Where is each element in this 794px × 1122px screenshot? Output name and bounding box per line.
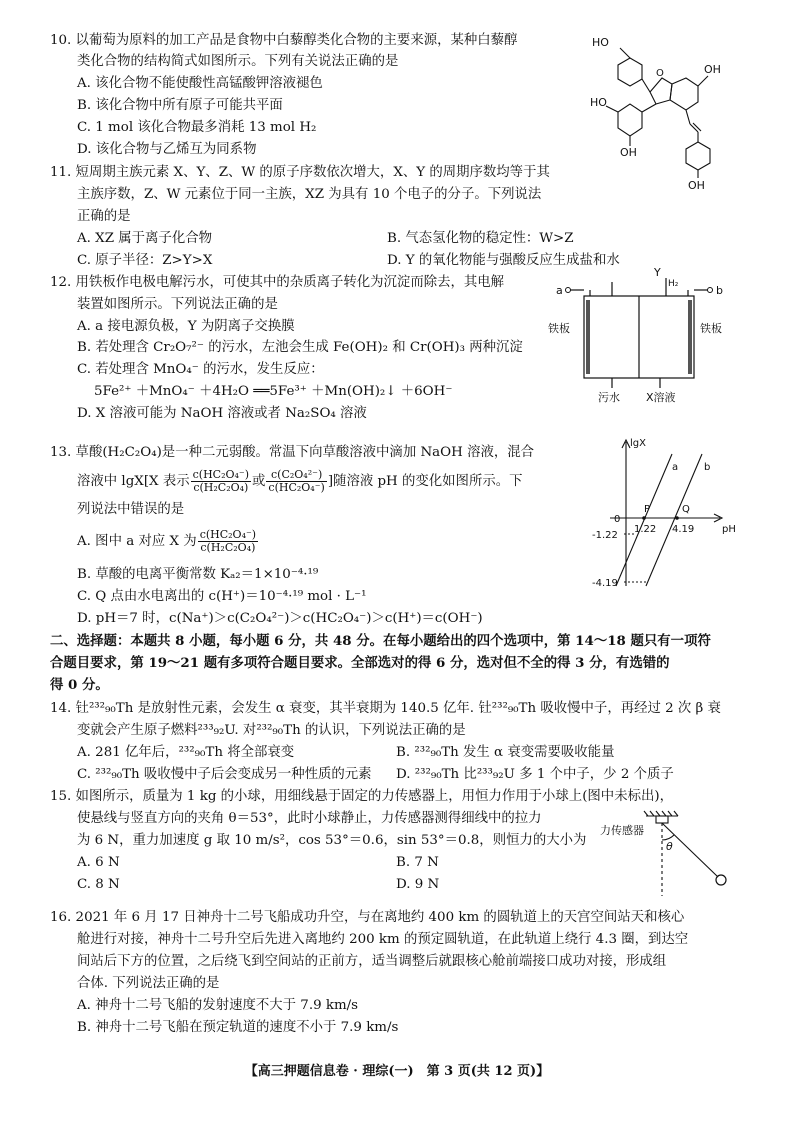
q10-ho-left-label: HO xyxy=(590,96,607,109)
q13-stem-line3: 列说法中错误的是 xyxy=(77,502,185,517)
q10-option-a: A. 该化合物不能使酸性高锰酸钾溶液褪色 xyxy=(77,76,323,91)
q13-x-tick-2: 4.19 xyxy=(672,524,695,535)
q12-right-iron-plate: 铁板 xyxy=(700,322,722,335)
q13-y-tick-1: -1.22 xyxy=(592,530,618,541)
q13-option-a-text: A. 图中 a 对应 X 为 xyxy=(77,534,197,549)
q15-stem-line1: 15. 如图所示，质量为 1 kg 的小球，用细线悬于固定的力传感器上，用恒力作用于小球上(图中未标出)， xyxy=(50,789,673,804)
q13-fraction-1-denominator: c(H₂C₂O₄) xyxy=(193,481,249,494)
q11-stem-line1: 11. 短周期主族元素 X、Y、Z、W 的原子序数依次增大，X、Y 的周期序数均等于其 xyxy=(50,165,550,180)
q12-stem-line2: 装置如图所示。下列说法正确的是 xyxy=(77,297,278,312)
q13-stem-line2 xyxy=(77,468,523,496)
q13-option-d: D. pH＝7 时，c(Na⁺)＞c(C₂O₄²⁻)＞c(HC₂O₄⁻)＞c(H⁺)＝c(OH⁻) xyxy=(77,611,483,626)
q10-oh-phenol-label: OH xyxy=(688,179,705,192)
q12-terminal-a: a xyxy=(556,284,563,297)
q12-option-b: B. 若处理含 Cr₂O₇²⁻ 的污水，左池会生成 Fe(OH)₂ 和 Cr(OH)₃ 两种沉淀 xyxy=(77,340,523,355)
section2-header-line3: 得 0 分。 xyxy=(50,677,109,693)
q10-option-c: C. 1 mol 该化合物最多消耗 13 mol H₂ xyxy=(77,120,317,135)
q15-option-c: C. 8 N xyxy=(77,877,120,892)
q13-stem-line2-start: 溶液中 lgX[X 表示 xyxy=(77,474,190,489)
q14-option-a: A. 281 亿年后，²³²₉₀Th 将全部衰变 xyxy=(77,745,295,760)
q10-option-d: D. 该化合物与乙烯互为同系物 xyxy=(77,142,257,157)
q12-option-d: D. X 溶液可能为 NaOH 溶液或者 Na₂SO₄ 溶液 xyxy=(77,406,367,421)
q13-line-b-label: b xyxy=(704,462,711,473)
q10-structure-diagram xyxy=(590,28,750,193)
q13-fraction-2 xyxy=(266,469,326,494)
page-footer: 【高三押题信息卷 · 理综(一) 第 3 页(共 12 页)】 xyxy=(244,1064,550,1079)
q12-option-c: C. 若处理含 MnO₄⁻ 的污水，发生反应： xyxy=(77,362,324,377)
q13-option-b: B. 草酸的电离平衡常数 Kₐ₂＝1×10⁻⁴·¹⁹ xyxy=(77,567,319,582)
q13-point-p-label: P xyxy=(644,504,651,515)
q16-stem-line3: 间站后下方的位置，之后绕飞到空间站的正前方，适当调整后就跟核心舱前端接口成功对接，形成组 xyxy=(77,954,667,969)
q16-stem-line1: 16. 2021 年 6 月 17 日神舟十二号飞船成功升空，与在离地约 400 km 的圆轨道上的天宫空间站天和核心 xyxy=(50,910,685,925)
q12-terminal-b: b xyxy=(716,284,723,297)
section2-header-line2: 合题目要求，第 19～21 题有多项符合题目要求。全部选对的得 6 分，选对但不全的得 3 分，有选错的 xyxy=(50,655,670,671)
q15-stem-line2: 使悬线与竖直方向的夹角 θ＝53°，此时小球静止，力传感器测得细线中的拉力 xyxy=(77,811,542,826)
q15-option-d: D. 9 N xyxy=(396,877,440,892)
q10-stem-line2: 类化合物的结构简式如图所示。下列有关说法正确的是 xyxy=(77,54,399,69)
q15-option-a: A. 6 N xyxy=(77,855,120,870)
q13-line-a-label: a xyxy=(672,462,679,473)
q14-stem-line2: 变就会产生原子燃料²³³₉₂U. 对²³²₉₀Th 的认识，下列说法正确的是 xyxy=(77,723,466,738)
q15-stem-line3: 为 6 N，重力加速度 g 取 10 m/s²，cos 53°＝0.6，sin 53°＝0.8，则恒力的大小为 xyxy=(77,833,587,848)
q13-option-a-fraction xyxy=(198,529,258,554)
q13-x-axis-label: pH xyxy=(722,524,736,535)
q13-stem-line1: 13. 草酸(H₂C₂O₄)是一种二元弱酸。常温下向草酸溶液中滴加 NaOH 溶液，混合 xyxy=(50,445,535,460)
q14-option-b: B. ²³²₉₀Th 发生 α 衰变需要吸收能量 xyxy=(396,745,615,760)
q10-stem-line1: 10. 以葡萄为原料的加工产品是食物中白藜醇类化合物的主要来源，某种白藜醇 xyxy=(50,33,518,48)
q16-option-b: B. 神舟十二号飞船在预定轨道的速度不小于 7.9 km/s xyxy=(77,1020,399,1035)
q14-option-d: D. ²³²₉₀Th 比²³³₉₂U 多 1 个中子，少 2 个质子 xyxy=(396,767,674,782)
q16-stem-line2: 舱进行对接，神舟十二号升空后先进入离地约 200 km 的预定圆轨道，在此轨道上绕行 4.3 圈，到达空 xyxy=(77,932,689,947)
q13-option-a-denominator: c(H₂C₂O₄) xyxy=(200,541,256,554)
q10-option-b: B. 该化合物中所有原子可能共平面 xyxy=(77,98,283,113)
q10-oh-right-label: OH xyxy=(704,63,721,76)
q10-oh-bottom-label: OH xyxy=(620,146,637,159)
q15-pendulum-diagram xyxy=(600,810,750,900)
q13-fraction-1-numerator: c(HC₂O₄⁻) xyxy=(192,468,250,481)
q14-option-c: C. ²³²₉₀Th 吸收慢中子后会变成另一种性质的元素 xyxy=(77,767,372,782)
q13-stem-line2-or: 或 xyxy=(252,474,266,489)
q13-fraction-2-numerator: c(C₂O₄²⁻) xyxy=(266,469,326,482)
q11-stem-line2: 主族序数，Z、W 元素位于同一主族，XZ 为具有 10 个电子的分子。下列说法 xyxy=(77,187,542,202)
q16-option-a: A. 神舟十二号飞船的发射速度不大于 7.9 km/s xyxy=(77,998,359,1013)
q15-option-b: B. 7 N xyxy=(396,855,439,870)
q12-reaction-equation: 5Fe²⁺ ＋MnO₄⁻ ＋4H₂O ══5Fe³⁺ ＋Mn(OH)₂↓ ＋6OH⁻ xyxy=(94,384,453,399)
q13-origin-label: 0 xyxy=(614,514,621,525)
q12-x-solution-label: X溶液 xyxy=(646,391,676,404)
q13-option-a-numerator: c(HC₂O₄⁻) xyxy=(199,528,257,541)
q13-fraction-2-denominator: c(HC₂O₄⁻) xyxy=(268,481,325,494)
q13-y-tick-2: -4.19 xyxy=(592,578,618,589)
q11-stem-line3: 正确的是 xyxy=(77,209,131,224)
q16-stem-line4: 合体. 下列说法正确的是 xyxy=(77,976,220,991)
q12-left-iron-plate: 铁板 xyxy=(548,322,570,335)
q15-force-sensor-label: 力传感器 xyxy=(600,824,644,837)
q10-ho-top-label: HO xyxy=(592,36,609,49)
q11-option-c: C. 原子半径：Z>Y>X xyxy=(77,253,213,268)
q13-option-a xyxy=(77,528,259,556)
q12-membrane-y: Y xyxy=(654,268,661,279)
q13-x-tick-1: 1.22 xyxy=(634,524,657,535)
q13-lgx-ph-graph xyxy=(590,436,740,596)
q13-fraction-1 xyxy=(191,469,251,494)
q12-sewage-label: 污水 xyxy=(598,391,620,404)
q12-h2-label: H₂ xyxy=(668,279,679,289)
q12-stem-line1: 12. 用铁板作电极电解污水，可使其中的杂质离子转化为沉淀而除去，其电解 xyxy=(50,275,505,290)
q13-stem-line2-end: ]随溶液 pH 的变化如图所示。下 xyxy=(327,474,523,489)
q12-electrolysis-diagram xyxy=(548,268,748,408)
q13-point-q-label: Q xyxy=(682,504,690,515)
svg-text:O: O xyxy=(656,68,664,79)
q15-theta-label: θ xyxy=(666,840,673,853)
section2-header-line1: 二、选择题：本题共 8 小题，每小题 6 分，共 48 分。在每小题给出的四个选项中，第 14～18 题只有一项符 xyxy=(50,633,711,649)
q11-option-a: A. XZ 属于离子化合物 xyxy=(77,231,213,246)
q11-option-d: D. Y 的氧化物能与强酸反应生成盐和水 xyxy=(387,253,620,268)
q13-option-c: C. Q 点由水电离出的 c(H⁺)＝10⁻⁴·¹⁹ mol · L⁻¹ xyxy=(77,589,367,604)
q12-option-a: A. a 接电源负极，Y 为阴离子交换膜 xyxy=(77,319,295,334)
q11-option-b: B. 气态氢化物的稳定性：W>Z xyxy=(387,231,574,246)
q14-stem-line1: 14. 钍²³²₉₀Th 是放射性元素，会发生 α 衰变，其半衰期为 140.5 亿年. 钍²³²₉₀Th 吸收慢中子，再经过 2 次 β 衰 xyxy=(50,701,721,716)
q13-y-axis-label: lgX xyxy=(630,438,646,449)
